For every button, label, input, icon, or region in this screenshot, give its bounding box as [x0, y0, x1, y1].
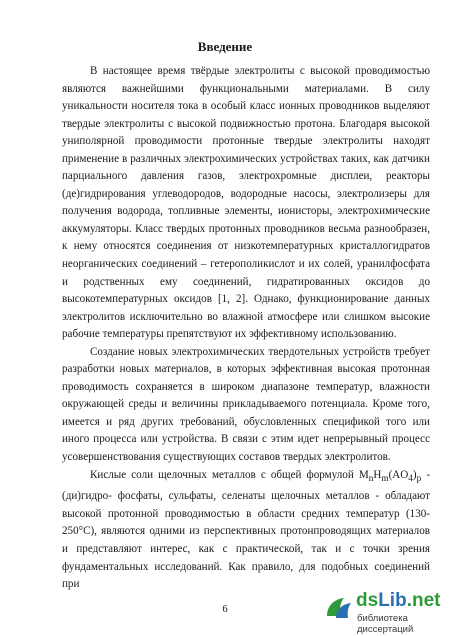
formula-lead-text: Кислые соли щелочных металлов с общей формулой [90, 468, 359, 481]
paragraph-2: Создание новых электрохимических твердотельных устройств требует разработки новых материалов, в которых эффективная высокая протонная проводимость сохраняется в широком диапазоне температур, влажности окружающей среды и величины прикладываемого потенциала. Кроме того, имеется и ряд других требований, обусловленных спецификой того или иного процесса или устройства. В связи с этим идет непрерывный процесс усовершенствования существующих составов твердых электролитов. [62, 345, 430, 464]
dslib-logo-icon [324, 594, 354, 622]
brand-ds: ds [356, 590, 379, 611]
formula-trailing-text: - (ди)гидро- фосфаты, сульфаты, селенаты щелочных металлов - обладают высокой протонной проводимостью в области средних температур (130-250°С), являются одними из перспективных протонпроводящих материалов и представляют интерес, как с практической, так и с точки зрения фундаментальных исследований. Как правило, для подобных соединений при [62, 468, 431, 591]
watermark-subtitle: библиотека диссертаций [357, 613, 414, 635]
brand-lib: Lib [378, 590, 407, 611]
paragraph-3 [62, 467, 430, 594]
body-text [62, 63, 430, 594]
watermark-brand [356, 590, 440, 612]
paragraph-1: В настоящее время твёрдые электролиты с высокой проводимостью являются важнейшими функциональными материалами. В силу уникальности носителя тока в особый класс ионных проводников выделяют твердые электролиты с высокой подвижностью протона. Благодаря высокой униполярной проводимости протонные твердые электролиты находят применение в различных электрохимических устройствах таких, как датчики парциального давления газов, электрохромные дисплеи, реакторы (де)гидрирования углеводородов, водородные насосы, электролизеры для получения водорода, топливные элементы, ионисторы, электрохимические аккумуляторы. Класс твердых протонных проводников весьма разнообразен, к нему относятся соединения от низкотемпературных кристаллогидратов неорганических соединений – гетерополикислот и их солей, уранилфосфата и родственных ему соединений, гидратированных оксидов до высокотемпературных оксидов [1, 2]. Однако, функционирование данных электролитов исключительно во влажной атмосфере или слишком высокие рабочие температуры препятствуют их эффективному использованию. [62, 65, 430, 341]
page-title: Введение [197, 39, 253, 54]
brand-tld: .net [406, 590, 441, 611]
page-number: 6 [222, 604, 228, 615]
chemical-formula: $M_nH_m(AO_4)_p$ [358, 468, 422, 484]
dslib-watermark[interactable] [324, 588, 442, 635]
